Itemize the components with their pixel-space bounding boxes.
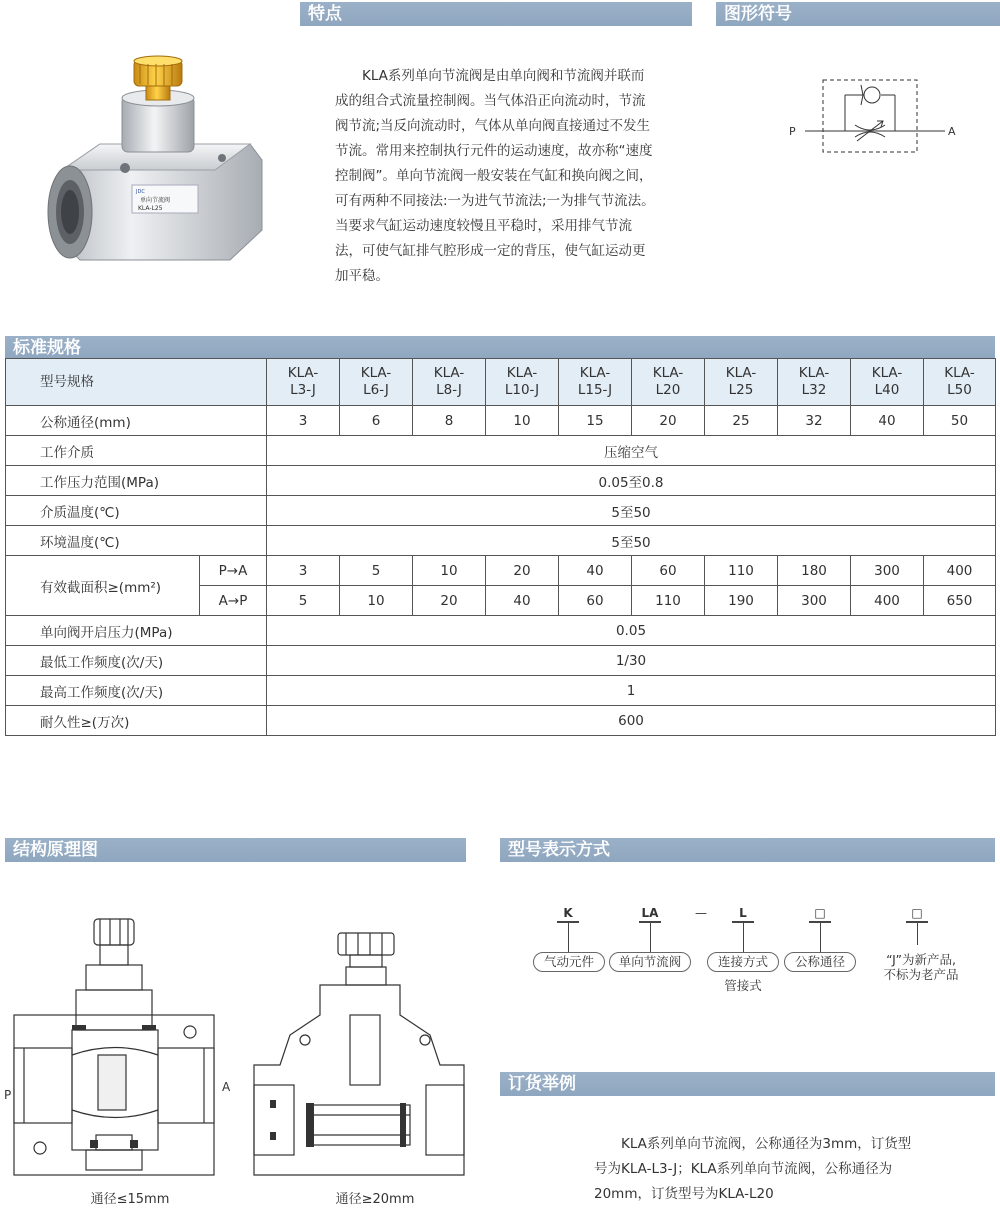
code-k-leader (568, 923, 569, 952)
features-header: 特点 (300, 2, 692, 26)
order-header: 订货举例 (500, 1072, 995, 1096)
code-k: K (563, 906, 573, 920)
pill-pneumatic: 气动元件 (533, 952, 605, 972)
area-pa-row: 有效截面积≥(mm²) P→A 3 5 10 20 40 60 110 180 300 400 (6, 556, 996, 586)
photo-label-name: 单向节流阀 (140, 197, 171, 204)
spec-table (5, 358, 996, 736)
features-text: KLA系列单向节流阀是由单向阀和节流阀并联而成的组合式流量控制阀。当气体沿正向流动时，节流阀节流;当反向流动时，气体从单向阀直接通过不发生节流。常用来控制执行元件的运动速度，故亦称“速度控制阀”。单向节流阀一般安装在气缸和换向阀之间，可有两种不同接法:一为进气节流法;一为排气节流法。当要求气缸运动速度较慢且平稳时，采用排气节流法，可使气缸排气腔形成一定的背压，使气缸运动更加平稳。 (335, 68, 655, 284)
product-photo (40, 52, 270, 277)
caption-large-bore: 通径≥20mm (335, 1192, 415, 1207)
spec-header: 标准规格 (5, 336, 995, 360)
pill-check-throttle: 单向节流阀 (609, 952, 691, 972)
photo-label-model: KLA-L25 (138, 205, 163, 212)
code-box-version: □ (911, 906, 923, 920)
spec-header-row (6, 359, 996, 406)
code-la: LA (641, 906, 659, 920)
model-spec-label: 型号规格 (6, 359, 267, 406)
area-ap-row: A→P 5 10 20 40 60 110 190 300 400 650 (6, 586, 996, 616)
code-version-leader (917, 923, 918, 945)
model-cell: KLA- L3-J (267, 359, 340, 406)
pill-connection: 连接方式 (707, 952, 779, 972)
valve-symbol (785, 75, 965, 165)
structure-header: 结构原理图 (5, 838, 466, 862)
port-p-label: P (4, 1088, 12, 1102)
symbol-port-p: P (789, 125, 796, 138)
caption-small-bore: 通径≤15mm (90, 1192, 170, 1207)
max-frequency-row: 最高工作频度(次/天) 1 (6, 676, 996, 706)
model-cell: KLA- L10-J (486, 359, 559, 406)
model-cell: KLA- L50 (924, 359, 996, 406)
code-la-leader (650, 923, 651, 952)
ambient-temp-row: 环境温度(℃) 5至50 (6, 526, 996, 556)
model-cell: KLA- L25 (705, 359, 778, 406)
symbol-header: 图形符号 (716, 2, 1000, 26)
bore-row: 公称通径(mm) 3 6 8 10 15 20 25 32 40 50 (6, 406, 996, 436)
code-dash: — (695, 906, 707, 920)
symbol-port-a: A (948, 125, 956, 138)
model-cell: KLA- L6-J (340, 359, 413, 406)
min-frequency-row: 最低工作频度(次/天) 1/30 (6, 646, 996, 676)
photo-label-brand: JDC (136, 189, 145, 195)
structure-drawing-small (0, 905, 240, 1185)
medium-row: 工作介质 压缩空气 (6, 436, 996, 466)
check-pressure-row: 单向阀开启压力(MPa) 0.05 (6, 616, 996, 646)
model-cell: KLA- L15-J (559, 359, 632, 406)
model-cell: KLA- L20 (632, 359, 705, 406)
durability-row: 耐久性≥(万次) 600 (6, 706, 996, 736)
code-box-bore: □ (814, 906, 826, 920)
model-cell: KLA- L8-J (413, 359, 486, 406)
model-cell: KLA- L32 (778, 359, 851, 406)
model-header: 型号表示方式 (500, 838, 995, 862)
code-bore-leader (820, 923, 821, 952)
note-pipe-connection: 管接式 (724, 978, 762, 993)
medium-temp-row: 介质温度(℃) 5至50 (6, 496, 996, 526)
model-cell: KLA- L40 (851, 359, 924, 406)
order-text: KLA系列单向节流阀，公称通径为3mm，订货型号为KLA-L3-J；KLA系列单向节流阀，公称通径为20mm，订货型号为KLA-L20 (594, 1136, 912, 1202)
code-l-leader (743, 923, 744, 952)
structure-drawing-large (250, 925, 470, 1185)
code-l: L (739, 906, 747, 920)
port-a-label: A (222, 1080, 231, 1094)
note-version: “J”为新产品, 不标为老产品 (883, 952, 959, 982)
pill-bore: 公称通径 (784, 952, 856, 972)
pressure-row: 工作压力范围(MPa) 0.05至0.8 (6, 466, 996, 496)
